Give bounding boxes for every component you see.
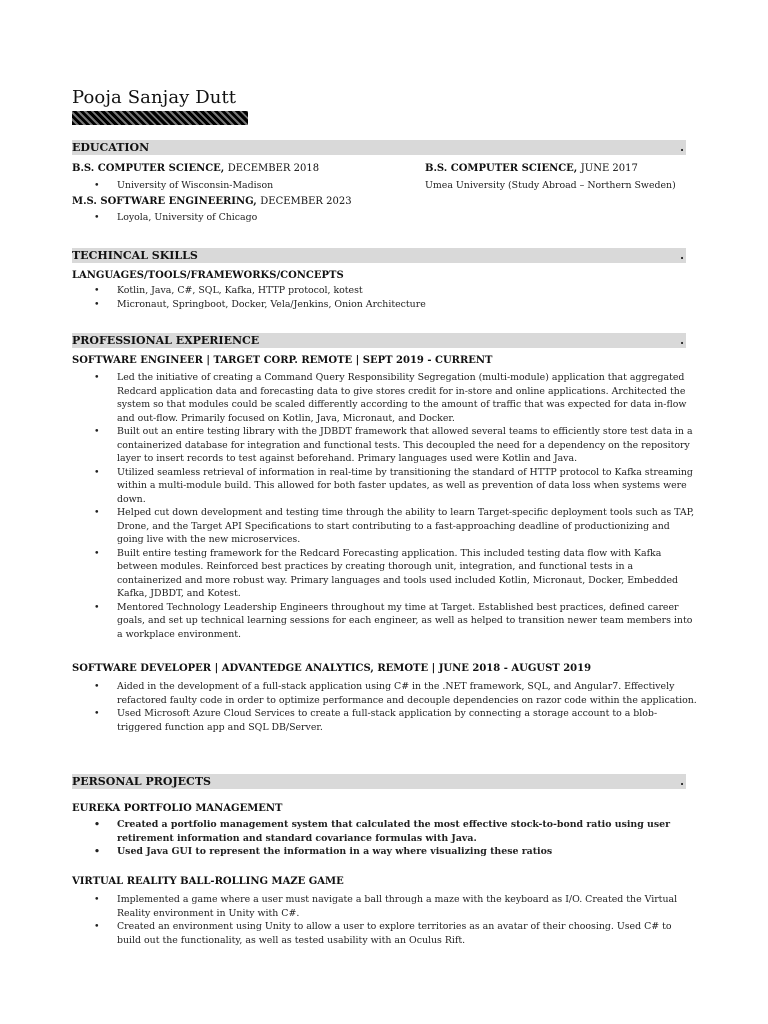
project-eureka-heading: EUREKA PORTFOLIO MANAGEMENT (72, 803, 283, 814)
section-title: TECHINCAL SKILLS (72, 249, 198, 262)
job-advantedge-heading: SOFTWARE DEVELOPER | ADVANTEDGE ANALYTICS, REMOTE | JUNE 2018 - AUGUST 2019 (72, 663, 592, 674)
degree-title: B.S. COMPUTER SCIENCE, (72, 163, 225, 174)
degree-date: DECEMBER 2018 (227, 163, 320, 174)
list-item: • Created an environment using Unity to allow a user to explore territories as an avatar of their choosing. Used C# to build out the functionality, as well as tested usability with an Oculus Rift. (72, 920, 698, 947)
skills-heading: LANGUAGES/TOOLS/FRAMEWORKS/CONCEPTS (72, 270, 344, 281)
list-item: • University of Wisconsin-Madison (72, 179, 698, 193)
section-title: PERSONAL PROJECTS (72, 775, 211, 788)
list-item: • Utilized seamless retrieval of information in real-time by transitioning the standard of HTTP protocol to Kafka streaming within a multi-module build. This allowed for both faster updates, as well as prevention of data loss when systems were down. (72, 466, 698, 507)
list-item: • Kotlin, Java, C#, SQL, Kafka, HTTP protocol, kotest (72, 284, 698, 298)
section-marker: . (680, 775, 684, 788)
section-title: EDUCATION (72, 141, 150, 154)
degree-date: JUNE 2017 (580, 163, 638, 174)
list-item: • Helped cut down development and testing time through the ability to learn Target-specific deployment tools such as TAP, Drone, and the Target API Specifications to start contributing to a fast-approaching deadline of productionizing and going live with the new microservices. (72, 506, 698, 547)
job-advantedge-bullets (72, 680, 698, 734)
list-item: • Led the initiative of creating a Command Query Responsibility Segregation (multi-module) application that aggregated Redcard application data and forecasting data to give stores credit for in-store and online applications. Architected the system so that modules could be scaled differently according to the amount of traffic that was expected for data in-flow and out-flow. Primarily focused on Kotlin, Java, Micronaut, and Docker. (72, 371, 698, 425)
list-item: • Loyola, University of Chicago (72, 211, 698, 225)
section-education-bar (72, 140, 686, 155)
section-experience-bar (72, 333, 686, 348)
list-item: • Implemented a game where a user must navigate a ball through a maze with the keyboard as I/O. Created the Virtual Reality environment in Unity with C#. (72, 893, 698, 920)
education-ms-loyola (72, 196, 352, 207)
job-target-heading: SOFTWARE ENGINEER | TARGET CORP. REMOTE | SEPT 2019 - CURRENT (72, 355, 493, 366)
section-projects-bar (72, 774, 686, 789)
candidate-name: Pooja Sanjay Dutt (72, 87, 237, 108)
list-item: • Used Java GUI to represent the information in a way where visualizing these ratios (72, 845, 698, 859)
degree-title: M.S. SOFTWARE ENGINEERING, (72, 196, 257, 207)
degree-title: B.S. COMPUTER SCIENCE, (425, 163, 578, 174)
job-target-bullets (72, 371, 698, 641)
list-item: • Aided in the development of a full-stack application using C# in the .NET framework, SQL, and Angular7. Effectively refactored faulty code in order to optimize performance and decouple dependencies on razor code within the application. (72, 680, 698, 707)
list-item: • Mentored Technology Leadership Engineers throughout my time at Target. Established best practices, defined career goals, and set up technical learning sessions for each engineer, as well as helped to transition newer team members into a workplace environment. (72, 601, 698, 642)
degree-date: DECEMBER 2023 (260, 196, 352, 207)
list-item: • Built out an entire testing library with the JDBDT framework that allowed several teams to efficiently store test data in a containerized database for integration and functional tests. This decoupled the need for a dependency on the repository layer to insert records to test against beforehand. Primary languages used were Kotlin and Java. (72, 425, 698, 466)
education-bs-umea (425, 163, 638, 174)
education-ms-loyola-list (72, 211, 698, 225)
project-vr-maze-bullets (72, 893, 698, 947)
project-vr-maze-heading: VIRTUAL REALITY BALL-ROLLING MAZE GAME (72, 876, 344, 887)
section-title: PROFESSIONAL EXPERIENCE (72, 334, 260, 347)
list-item: • Built entire testing framework for the Redcard Forecasting application. This included testing data flow with Kafka between modules. Reinforced best practices by creating thorough unit, integration, and functional tests in a containerized and more robust way. Primary languages and tools used included Kotlin, Micronaut, Docker, Embedded Kafka, JDBDT, and Kotest. (72, 547, 698, 601)
section-marker: . (680, 334, 684, 347)
list-item: • Created a portfolio management system that calculated the most effective stock-to-bond ratio using user retirement information and standard covariance formulas with Java. (72, 818, 698, 845)
section-marker: . (680, 141, 684, 154)
list-item: • Used Microsoft Azure Cloud Services to create a full-stack application by connecting a storage account to a blob-triggered function app and SQL DB/Server. (72, 707, 698, 734)
education-bs-wisconsin (72, 163, 319, 174)
section-skills-bar (72, 248, 686, 263)
project-eureka-bullets (72, 818, 698, 859)
list-item: • Micronaut, Springboot, Docker, Vela/Jenkins, Onion Architecture (72, 298, 698, 312)
education-umea-school: Umea University (Study Abroad – Northern Sweden) (425, 180, 676, 191)
section-marker: . (680, 249, 684, 262)
redacted-contact-bar (72, 111, 248, 125)
skills-list (72, 284, 698, 311)
